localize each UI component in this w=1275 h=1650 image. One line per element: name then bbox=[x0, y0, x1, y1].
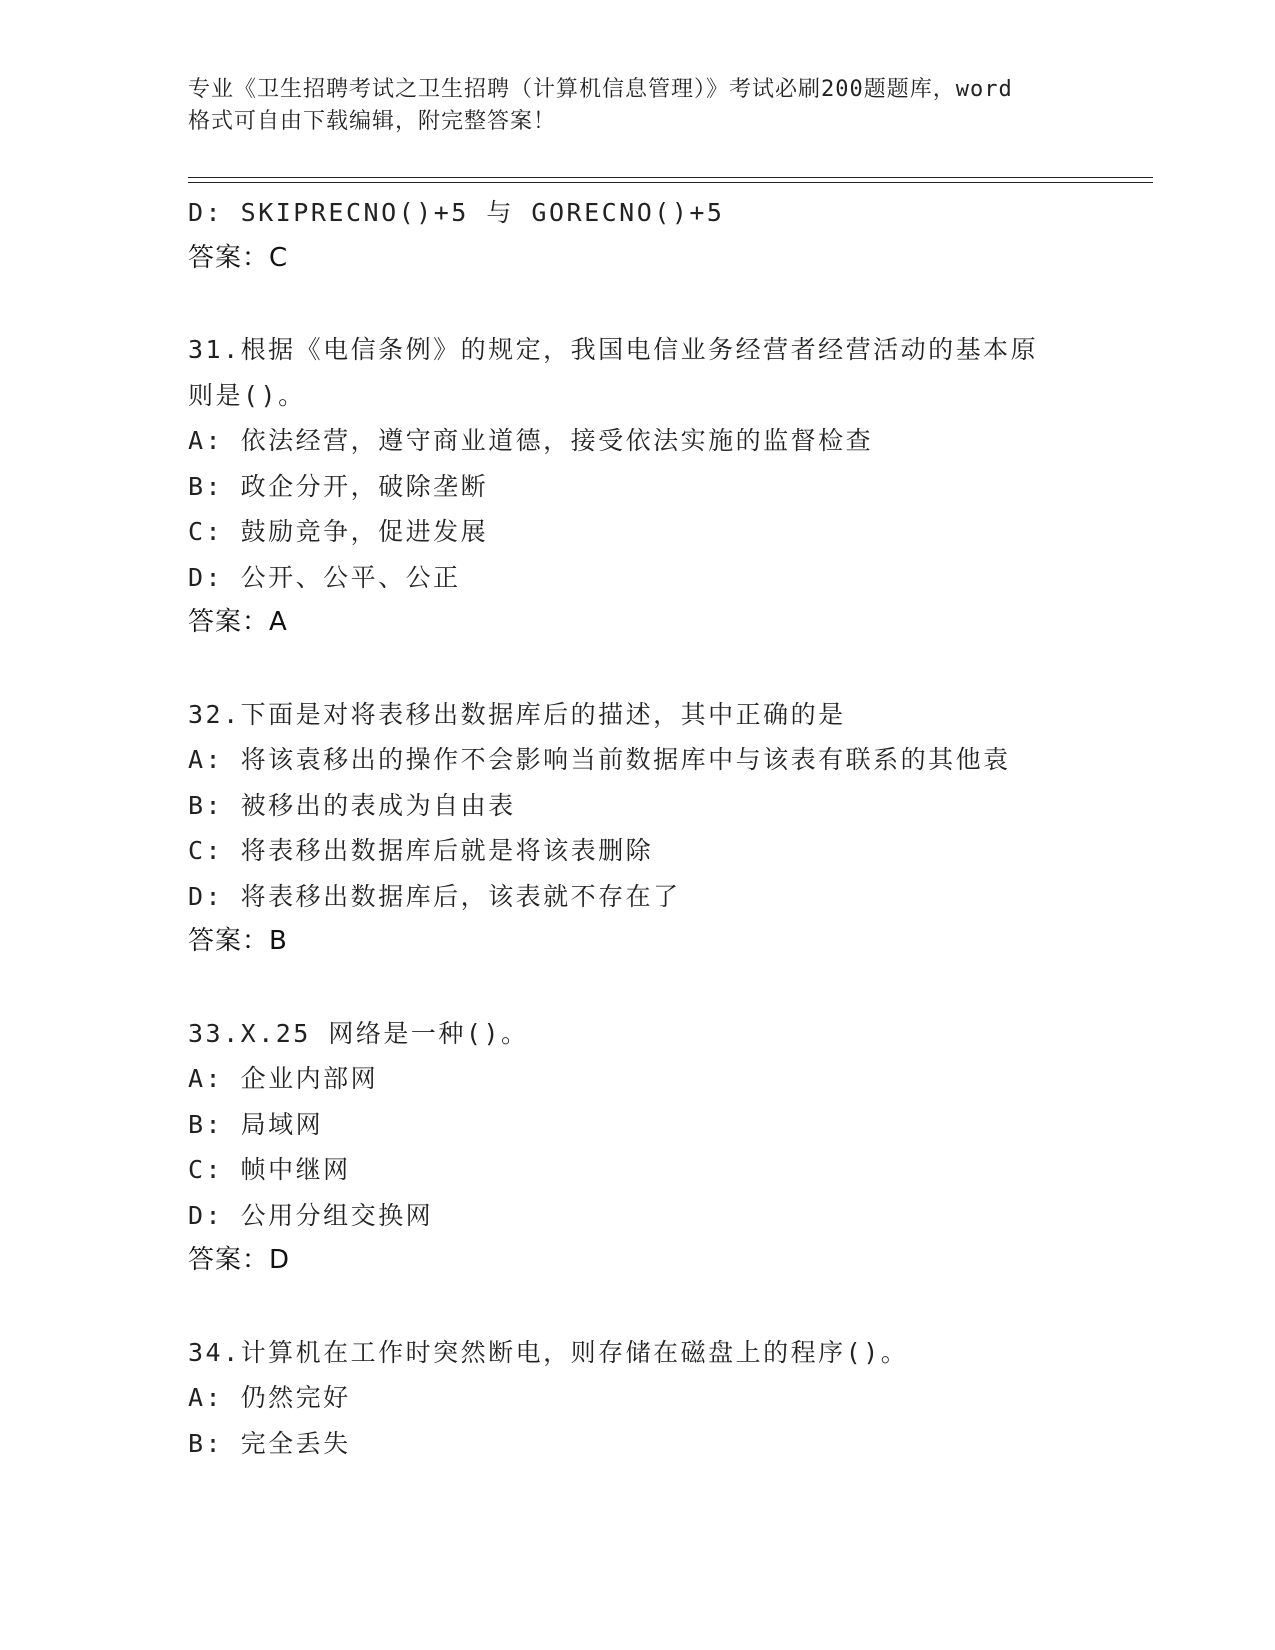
question-34 bbox=[188, 1330, 1148, 1467]
option-a: A: 将该袁移出的操作不会影响当前数据库中与该表有联系的其他袁 bbox=[188, 745, 1011, 774]
option-d: D: 公用分组交换网 bbox=[188, 1200, 434, 1230]
question-stem: 31.根据《电信条例》的规定，我国电信业务经营者经营活动的基本原 bbox=[188, 335, 1039, 364]
option-b: B: 政企分开，破除垄断 bbox=[188, 471, 489, 501]
option-a: A: 企业内部网 bbox=[188, 1064, 379, 1093]
header-divider-bottom bbox=[188, 182, 1153, 183]
prev-answer: 答案：C bbox=[188, 242, 289, 273]
question-stem: 32.下面是对将表移出数据库后的描述，其中正确的是 bbox=[188, 699, 846, 729]
header-divider-top bbox=[188, 177, 1153, 178]
question-33 bbox=[188, 1011, 1148, 1284]
prev-option-d: D: SKIPRECNO()+5 与 GORECNO()+5 bbox=[188, 198, 725, 227]
header-line-1: 专业《卫生招聘考试之卫生招聘（计算机信息管理）》考试必刷200题题库，word bbox=[188, 77, 1013, 102]
question-32 bbox=[188, 692, 1148, 965]
option-c: C: 将表移出数据库后就是将该表删除 bbox=[188, 836, 654, 865]
option-b: B: 被移出的表成为自由表 bbox=[188, 790, 516, 820]
document-header bbox=[188, 74, 1088, 138]
answer: 答案：B bbox=[188, 926, 288, 956]
option-a: A: 仍然完好 bbox=[188, 1383, 351, 1412]
question-stem: 34.计算机在工作时突然断电，则存储在磁盘上的程序()。 bbox=[188, 1337, 909, 1367]
option-d: D: 公开、公平、公正 bbox=[188, 562, 461, 592]
option-d: D: 将表移出数据库后，该表就不存在了 bbox=[188, 881, 681, 911]
answer: 答案：D bbox=[188, 1245, 291, 1275]
question-stem-cont: 则是()。 bbox=[188, 380, 306, 410]
option-c: C: 鼓励竞争，促进发展 bbox=[188, 517, 489, 546]
option-a: A: 依法经营，遵守商业道德，接受依法实施的监督检查 bbox=[188, 426, 874, 455]
option-b: B: 完全丢失 bbox=[188, 1428, 351, 1458]
question-stem: 33.X.25 网络是一种()。 bbox=[188, 1018, 529, 1048]
document-body bbox=[188, 190, 1148, 1466]
option-c: C: 帧中继网 bbox=[188, 1155, 351, 1184]
question-31 bbox=[188, 327, 1148, 646]
answer: 答案：A bbox=[188, 607, 288, 637]
header-line-2: 格式可自由下载编辑，附完整答案！ bbox=[188, 109, 557, 134]
option-b: B: 局域网 bbox=[188, 1109, 324, 1139]
